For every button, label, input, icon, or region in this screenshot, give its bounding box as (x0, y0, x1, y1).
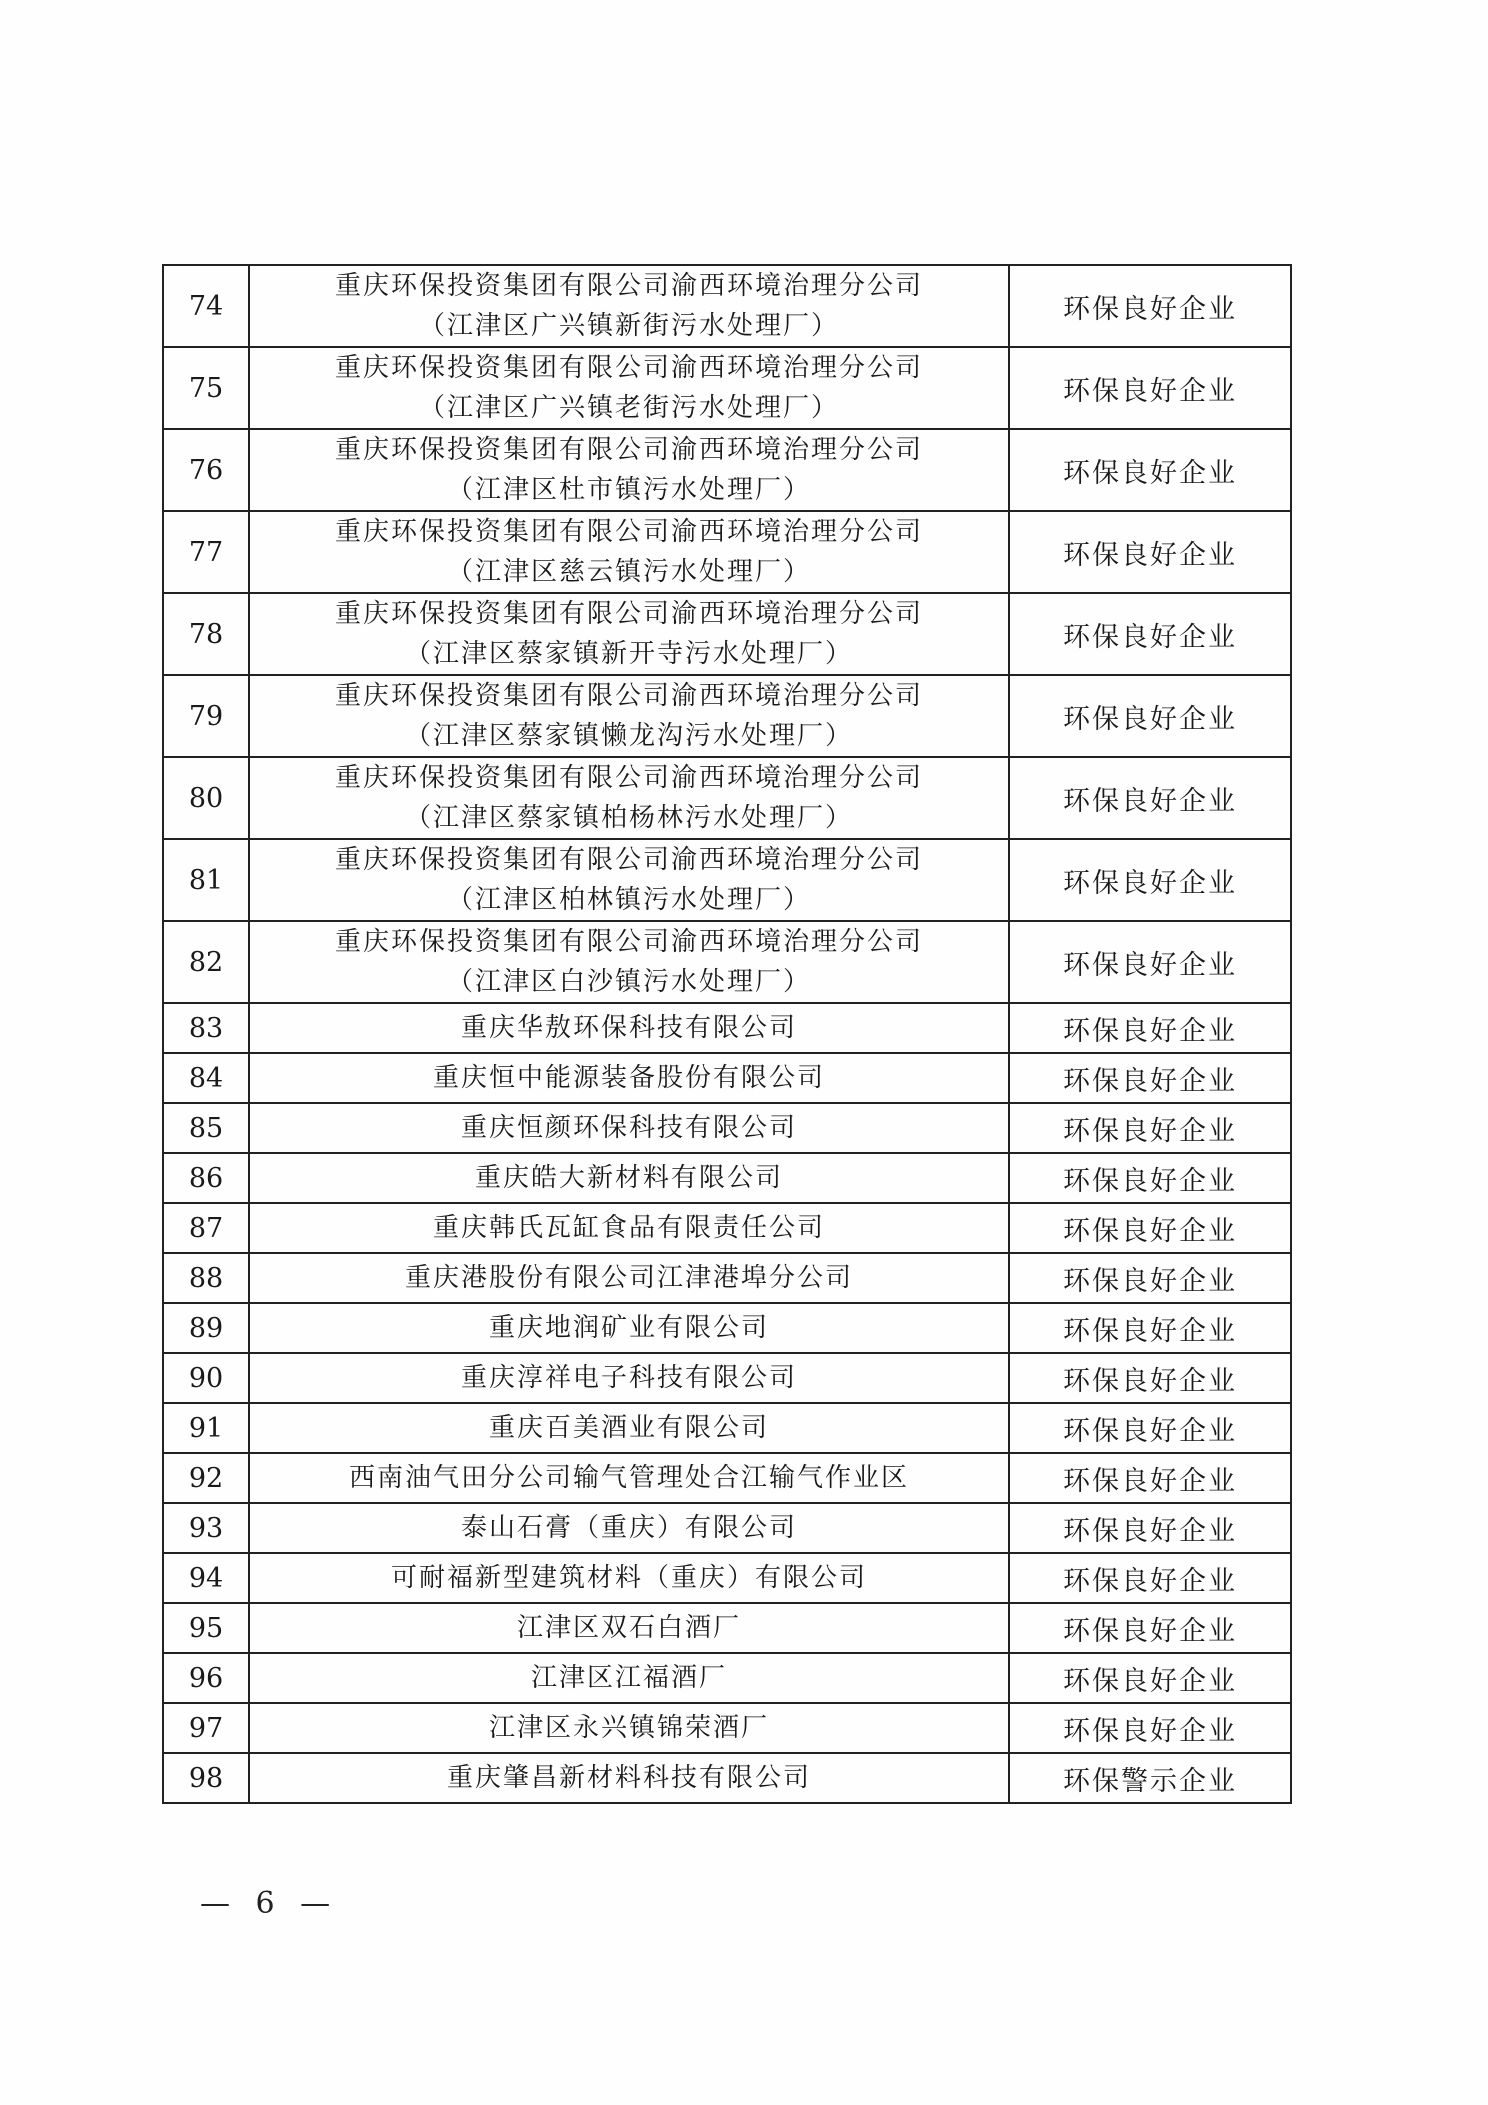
table-row (163, 675, 1291, 757)
enterprise-name-cell (249, 1353, 1009, 1403)
table-row (163, 1003, 1291, 1053)
enterprise-name: 重庆环保投资集团有限公司渝西环境治理分公司 (334, 927, 923, 957)
enterprise-name: 重庆肇昌新材料科技有限公司 (446, 1763, 811, 1793)
table-row (163, 1353, 1291, 1403)
row-number: 91 (163, 1403, 249, 1453)
table-row (163, 839, 1291, 921)
enterprise-name-cell (249, 511, 1009, 593)
rating-category: 环保良好企业 (1009, 265, 1291, 347)
enterprise-facility: （江津区蔡家镇柏杨林污水处理厂） (404, 803, 853, 833)
rating-category: 环保良好企业 (1009, 429, 1291, 511)
enterprise-name: 重庆环保投资集团有限公司渝西环境治理分公司 (334, 271, 923, 301)
enterprise-name: 重庆环保投资集团有限公司渝西环境治理分公司 (334, 435, 923, 465)
table-row (163, 1103, 1291, 1153)
enterprise-name-cell (249, 1003, 1009, 1053)
row-number: 88 (163, 1253, 249, 1303)
rating-category: 环保良好企业 (1009, 593, 1291, 675)
enterprise-facility: （江津区广兴镇老街污水处理厂） (418, 393, 839, 423)
enterprise-name: 江津区江福酒厂 (530, 1663, 727, 1693)
enterprise-name-cell (249, 1703, 1009, 1753)
row-number: 83 (163, 1003, 249, 1053)
enterprise-facility: （江津区蔡家镇懒龙沟污水处理厂） (404, 721, 853, 751)
rating-category: 环保良好企业 (1009, 757, 1291, 839)
enterprise-name: 重庆淳祥电子科技有限公司 (460, 1363, 797, 1393)
table-row (163, 1253, 1291, 1303)
enterprise-name: 重庆恒颜环保科技有限公司 (460, 1113, 797, 1143)
rating-category: 环保良好企业 (1009, 1503, 1291, 1553)
row-number: 92 (163, 1453, 249, 1503)
enterprise-name-cell (249, 1653, 1009, 1703)
enterprise-name-cell (249, 1753, 1009, 1803)
enterprise-name: 重庆恒中能源装备股份有限公司 (432, 1063, 825, 1093)
table-row (163, 1203, 1291, 1253)
table-row (163, 511, 1291, 593)
enterprise-name-cell (249, 1303, 1009, 1353)
row-number: 82 (163, 921, 249, 1003)
row-number: 79 (163, 675, 249, 757)
enterprise-facility: （江津区广兴镇新街污水处理厂） (418, 311, 839, 341)
table-row (163, 1703, 1291, 1753)
rating-category: 环保良好企业 (1009, 1553, 1291, 1603)
rating-category: 环保良好企业 (1009, 1703, 1291, 1753)
rating-category: 环保良好企业 (1009, 1203, 1291, 1253)
rating-category: 环保良好企业 (1009, 1653, 1291, 1703)
enterprise-name-cell (249, 1503, 1009, 1553)
enterprise-facility: （江津区杜市镇污水处理厂） (446, 475, 811, 505)
enterprise-name-cell (249, 347, 1009, 429)
enterprise-facility: （江津区慈云镇污水处理厂） (446, 557, 811, 587)
row-number: 94 (163, 1553, 249, 1603)
table-row (163, 347, 1291, 429)
enterprise-name-cell (249, 1603, 1009, 1653)
rating-category: 环保良好企业 (1009, 1153, 1291, 1203)
enterprise-name-cell (249, 1053, 1009, 1103)
enterprise-name: 西南油气田分公司输气管理处合江输气作业区 (348, 1463, 909, 1493)
enterprise-name-cell (249, 1553, 1009, 1603)
row-number: 78 (163, 593, 249, 675)
rating-category: 环保良好企业 (1009, 1353, 1291, 1403)
row-number: 74 (163, 265, 249, 347)
enterprise-name-cell (249, 921, 1009, 1003)
row-number: 93 (163, 1503, 249, 1553)
rating-category: 环保良好企业 (1009, 1053, 1291, 1103)
table-row (163, 1303, 1291, 1353)
enterprise-facility: （江津区柏林镇污水处理厂） (446, 885, 811, 915)
row-number: 86 (163, 1153, 249, 1203)
enterprise-name: 重庆韩氏瓦缸食品有限责任公司 (432, 1213, 825, 1243)
rating-category: 环保良好企业 (1009, 1403, 1291, 1453)
enterprise-name-cell (249, 429, 1009, 511)
enterprise-name: 重庆环保投资集团有限公司渝西环境治理分公司 (334, 353, 923, 383)
rating-category: 环保良好企业 (1009, 1453, 1291, 1503)
row-number: 80 (163, 757, 249, 839)
row-number: 85 (163, 1103, 249, 1153)
rating-category: 环保良好企业 (1009, 1603, 1291, 1653)
enterprise-name: 重庆华敖环保科技有限公司 (460, 1013, 797, 1043)
enterprise-name: 江津区永兴镇锦荣酒厂 (488, 1713, 769, 1743)
enterprise-name-cell (249, 1403, 1009, 1453)
rating-category: 环保良好企业 (1009, 1303, 1291, 1353)
table-row (163, 921, 1291, 1003)
enterprise-facility: （江津区白沙镇污水处理厂） (446, 967, 811, 997)
enterprise-name-cell (249, 675, 1009, 757)
rating-category: 环保良好企业 (1009, 1003, 1291, 1053)
enterprise-name: 重庆环保投资集团有限公司渝西环境治理分公司 (334, 599, 923, 629)
page-number: — 6 — (200, 1886, 339, 1921)
table-row (163, 1603, 1291, 1653)
table-row (163, 757, 1291, 839)
enterprise-name: 重庆地润矿业有限公司 (488, 1313, 769, 1343)
row-number: 98 (163, 1753, 249, 1803)
table-row (163, 265, 1291, 347)
enterprise-name: 重庆环保投资集团有限公司渝西环境治理分公司 (334, 517, 923, 547)
table-row (163, 1153, 1291, 1203)
row-number: 96 (163, 1653, 249, 1703)
row-number: 75 (163, 347, 249, 429)
enterprise-name-cell (249, 593, 1009, 675)
row-number: 77 (163, 511, 249, 593)
rating-category: 环保良好企业 (1009, 1103, 1291, 1153)
enterprise-name-cell (249, 1203, 1009, 1253)
enterprise-name-cell (249, 757, 1009, 839)
rating-category: 环保良好企业 (1009, 347, 1291, 429)
row-number: 76 (163, 429, 249, 511)
enterprise-name-cell (249, 1253, 1009, 1303)
enterprise-name-cell (249, 265, 1009, 347)
rating-category: 环保良好企业 (1009, 675, 1291, 757)
table-row (163, 1653, 1291, 1703)
enterprise-name: 重庆环保投资集团有限公司渝西环境治理分公司 (334, 763, 923, 793)
table-row (163, 1453, 1291, 1503)
row-number: 90 (163, 1353, 249, 1403)
enterprise-name: 江津区双石白酒厂 (516, 1613, 741, 1643)
rating-category: 环保良好企业 (1009, 511, 1291, 593)
table-row (163, 429, 1291, 511)
rating-category: 环保良好企业 (1009, 839, 1291, 921)
row-number: 97 (163, 1703, 249, 1753)
enterprise-table-body (163, 265, 1291, 1803)
enterprise-name-cell (249, 1103, 1009, 1153)
enterprise-name-cell (249, 1153, 1009, 1203)
rating-category: 环保良好企业 (1009, 921, 1291, 1003)
enterprise-name-cell (249, 1453, 1009, 1503)
enterprise-facility: （江津区蔡家镇新开寺污水处理厂） (404, 639, 853, 669)
enterprise-name: 重庆百美酒业有限公司 (488, 1413, 769, 1443)
enterprise-name: 重庆皓大新材料有限公司 (474, 1163, 783, 1193)
enterprise-name: 重庆环保投资集团有限公司渝西环境治理分公司 (334, 681, 923, 711)
enterprise-table (162, 264, 1292, 1804)
rating-category: 环保良好企业 (1009, 1253, 1291, 1303)
table-row (163, 1403, 1291, 1453)
enterprise-name: 泰山石膏（重庆）有限公司 (460, 1513, 797, 1543)
enterprise-name-cell (249, 839, 1009, 921)
table-row (163, 1753, 1291, 1803)
rating-category: 环保警示企业 (1009, 1753, 1291, 1803)
table-row (163, 1053, 1291, 1103)
table-row (163, 1503, 1291, 1553)
row-number: 81 (163, 839, 249, 921)
row-number: 95 (163, 1603, 249, 1653)
row-number: 84 (163, 1053, 249, 1103)
enterprise-name: 重庆环保投资集团有限公司渝西环境治理分公司 (334, 845, 923, 875)
row-number: 89 (163, 1303, 249, 1353)
enterprise-name: 重庆港股份有限公司江津港埠分公司 (404, 1263, 853, 1293)
enterprise-name: 可耐福新型建筑材料（重庆）有限公司 (390, 1563, 867, 1593)
table-row (163, 593, 1291, 675)
row-number: 87 (163, 1203, 249, 1253)
table-row (163, 1553, 1291, 1603)
